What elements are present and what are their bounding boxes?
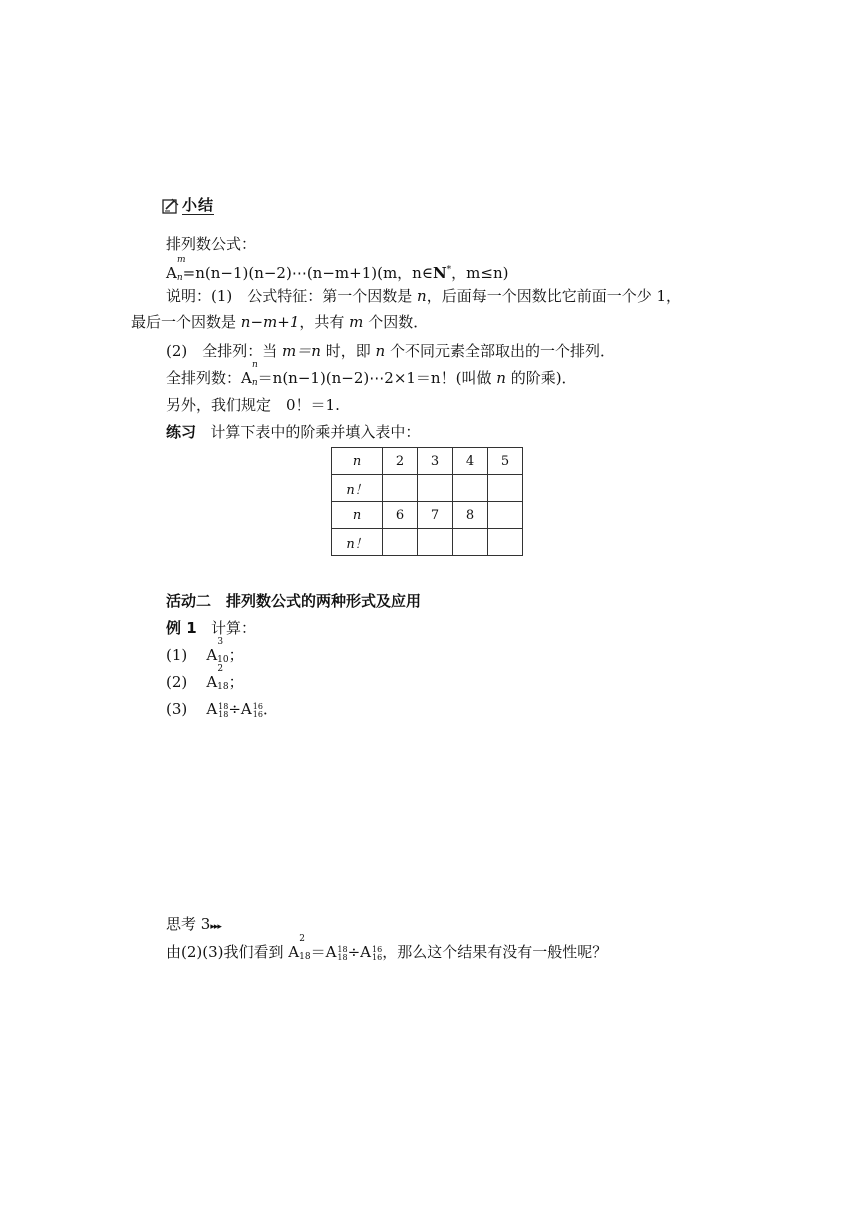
answer-cell[interactable] xyxy=(488,475,523,502)
example-label: 例 1 xyxy=(166,619,197,637)
table-row: n 6 7 8 xyxy=(332,502,523,529)
answer-cell[interactable] xyxy=(418,529,453,556)
permutation-formula: $A_n$ m =n(n−1)(n−2)⋯(n−m+1)(m，n∈N*，m≤n) xyxy=(166,255,509,283)
factorial-table xyxy=(331,447,523,556)
answer-cell[interactable] xyxy=(453,529,488,556)
activity-title: 活动二 排列数公式的两种形式及应用 xyxy=(166,592,422,610)
example-line: 例 1 计算： xyxy=(166,619,256,637)
table-row: n！ xyxy=(332,475,523,502)
answer-cell[interactable] xyxy=(453,475,488,502)
answer-cell[interactable] xyxy=(383,475,418,502)
think-label: 思考 3▸▸▸ xyxy=(166,915,221,933)
practice-label: 练习 xyxy=(166,423,197,441)
answer-cell[interactable] xyxy=(488,529,523,556)
table-row: n！ xyxy=(332,529,523,556)
formula-label: 排列数公式： xyxy=(166,235,257,253)
full-permutation-def: (2) 全排列：当 m＝n 时，即 n 个不同元素全部取出的一个排列． xyxy=(166,342,615,360)
example-item-3: (3) A 18 18 ÷A 16 16 ． xyxy=(166,700,278,719)
practice-line: 练习 计算下表中的阶乘并填入表中： xyxy=(166,423,421,441)
example-item-2: (2) $A_{18}$ 2 ； xyxy=(166,664,244,692)
full-permutation-formula: 全排列数：$A_n$ n ＝n(n−1)(n−2)⋯2×1＝n！(叫做 n 的阶乘)． xyxy=(166,360,577,388)
example-item-1: (1) $A_{10}$ 3 ； xyxy=(166,637,244,665)
note-line-2: 最后一个因数是 n−m+1，共有 m 个因数． xyxy=(131,313,429,331)
summary-header xyxy=(162,196,214,215)
note-line-1: 说明：(1) 公式特征：第一个因数是 n，后面每一个因数比它前面一个少 1， xyxy=(166,287,682,305)
summary-title: 小结 xyxy=(182,196,215,214)
think-question: 由(2)(3)我们看到 $A_{18}$ 2 ＝A 18 18 ÷A 16 16 ，那么这个结果有没有一般性呢？ xyxy=(166,934,608,962)
zero-factorial-rule: 另外，我们规定 0！＝1. xyxy=(166,396,340,414)
pencil-note-icon xyxy=(162,197,180,215)
answer-cell[interactable] xyxy=(418,475,453,502)
answer-cell[interactable] xyxy=(383,529,418,556)
triple-arrow-icon: ▸▸▸ xyxy=(210,922,221,932)
table-row: n 2 3 4 5 xyxy=(332,448,523,475)
